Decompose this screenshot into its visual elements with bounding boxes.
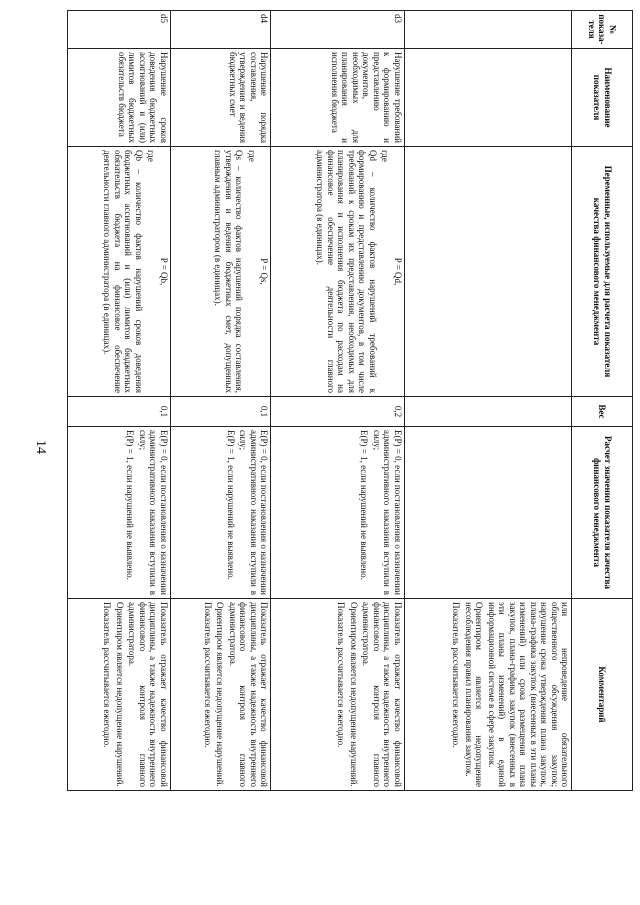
row-formula: P = Qb, — [158, 257, 169, 286]
row-where: где — [146, 150, 157, 162]
row-id: d5 — [68, 11, 171, 49]
row-weight: 0,2 — [271, 397, 404, 427]
row-calc-1: E(P) = 0, если постановления о назначении административного наказания вступили в силу; — [371, 430, 403, 595]
row-vars — [170, 147, 271, 397]
row-id: d4 — [170, 11, 271, 49]
header-vars: Переменные, используемые для расчета показателя качества финансового менеджмента — [572, 147, 633, 397]
page-number: 14 — [33, 440, 48, 454]
row-calc-2: E(P) = 1, если нарушений не выявлено. — [125, 430, 136, 580]
row-var-desc: Qd – количество фактов нарушений требований к формированию и представлению документов, в том числе требований к срокам их представления, необходимых для планирования и исполнения бюджета по расходам на финансовое обеспечение деятельности главного администратора (в единицах). — [315, 150, 378, 393]
row-calc — [68, 427, 171, 599]
row-comment-1: Показатель отражает качество финансовой дисциплины, а также надежность внутреннего финансового контроля главного администратора. — [127, 602, 169, 787]
row-comment-1: Показатель отражает качество финансовой дисциплины, а также надежность внутреннего финансового контроля главного администратора. — [228, 602, 270, 787]
row-name: Нарушение требований к формированию и представлению документов, необходимых для планирования и исполнения бюджета — [271, 49, 404, 147]
row-where: где — [247, 150, 257, 162]
row-calc-1: E(P) = 0, если постановления о назначении административного наказания вступили в силу; — [238, 430, 270, 595]
header-comment: Комментарий — [572, 599, 633, 791]
row-calc-2: E(P) = 1, если нарушений не выявлено. — [226, 430, 236, 580]
row-calc-1: E(P) = 0, если постановления о назначении административного наказания вступили в силу; — [137, 430, 169, 595]
table-row — [68, 11, 171, 791]
row-weight: 0,1 — [170, 397, 271, 427]
continuation-note: Ориентиром является недопущение несоблюдения правил планирования закупок. — [463, 602, 485, 787]
table-row-continuation — [404, 11, 572, 791]
row-var-desc: Qs – количество фактов нарушений порядка составления, утверждения и ведения бюджетных смет, допущенных главным администратором (в единицах). — [213, 150, 245, 393]
row-vars — [271, 147, 404, 397]
header-calc: Расчет значения показателя качества финансового менеджмента — [572, 427, 633, 599]
row-where: где — [380, 150, 391, 162]
row-calc — [271, 427, 404, 599]
header-num: № показа-теля — [572, 11, 633, 49]
row-weight: 0,1 — [68, 397, 171, 427]
rotated-table-container — [67, 10, 633, 790]
row-comment — [68, 599, 171, 791]
row-formula: P = Qs, — [259, 258, 270, 285]
row-comment-2: Ориентиром является недопущение нарушений. — [348, 602, 359, 787]
row-comment-3: Показатель рассчитывается ежегодно. — [336, 602, 347, 748]
row-calc — [170, 427, 271, 599]
row-vars — [68, 147, 171, 397]
row-name: Нарушение сроков доведения бюджетных ассигнований и (или) лимитов бюджетных обязательств бюджета — [68, 49, 171, 147]
continuation-periodicity: Показатель рассчитывается ежегодно. — [451, 602, 462, 748]
table-row — [271, 11, 404, 791]
table-row — [170, 11, 271, 791]
header-weight: Вес — [572, 397, 633, 427]
row-comment-2: Ориентиром является недопущение нарушений. — [215, 602, 226, 787]
row-comment — [271, 599, 404, 791]
table-header-row — [572, 11, 633, 791]
row-comment — [170, 599, 271, 791]
continuation-comment-cell — [404, 599, 572, 791]
continuation-comment: или непроведение обязательного общественного обсуждения закупок; нарушение срока утверждения плана закупок, плана-графика закупок (внесенных в эти планы изменений) или срока размещения плана закупок, плана-графика закупок (внесенных в эти планы изменений) в единой информационной системе в сфере закупок. — [486, 602, 571, 787]
row-var-desc: Qb – количество фактов нарушений сроков доведения бюджетных ассигнований и (или) лимитов бюджетных обязательств бюджета на финансовое обеспечение деятельности главного администратора (в единицах). — [102, 150, 144, 393]
header-name: Наименование показателя — [572, 49, 633, 147]
row-name: Нарушение порядка составления, утверждения и ведения бюджетных смет — [170, 49, 271, 147]
row-calc-2: E(P) = 1, если нарушений не выявлено. — [359, 430, 370, 580]
row-comment-1: Показатель отражает качество финансовой дисциплины, а также надежность внутреннего финансового контроля главного администратора. — [361, 602, 403, 787]
row-comment-3: Показатель рассчитывается ежегодно. — [102, 602, 113, 748]
row-comment-3: Показатель рассчитывается ежегодно. — [203, 602, 213, 748]
row-comment-2: Ориентиром является недопущение нарушений. — [114, 602, 125, 787]
row-id: d3 — [271, 11, 404, 49]
indicators-table — [67, 10, 633, 791]
row-formula: P = Qd, — [392, 257, 403, 286]
